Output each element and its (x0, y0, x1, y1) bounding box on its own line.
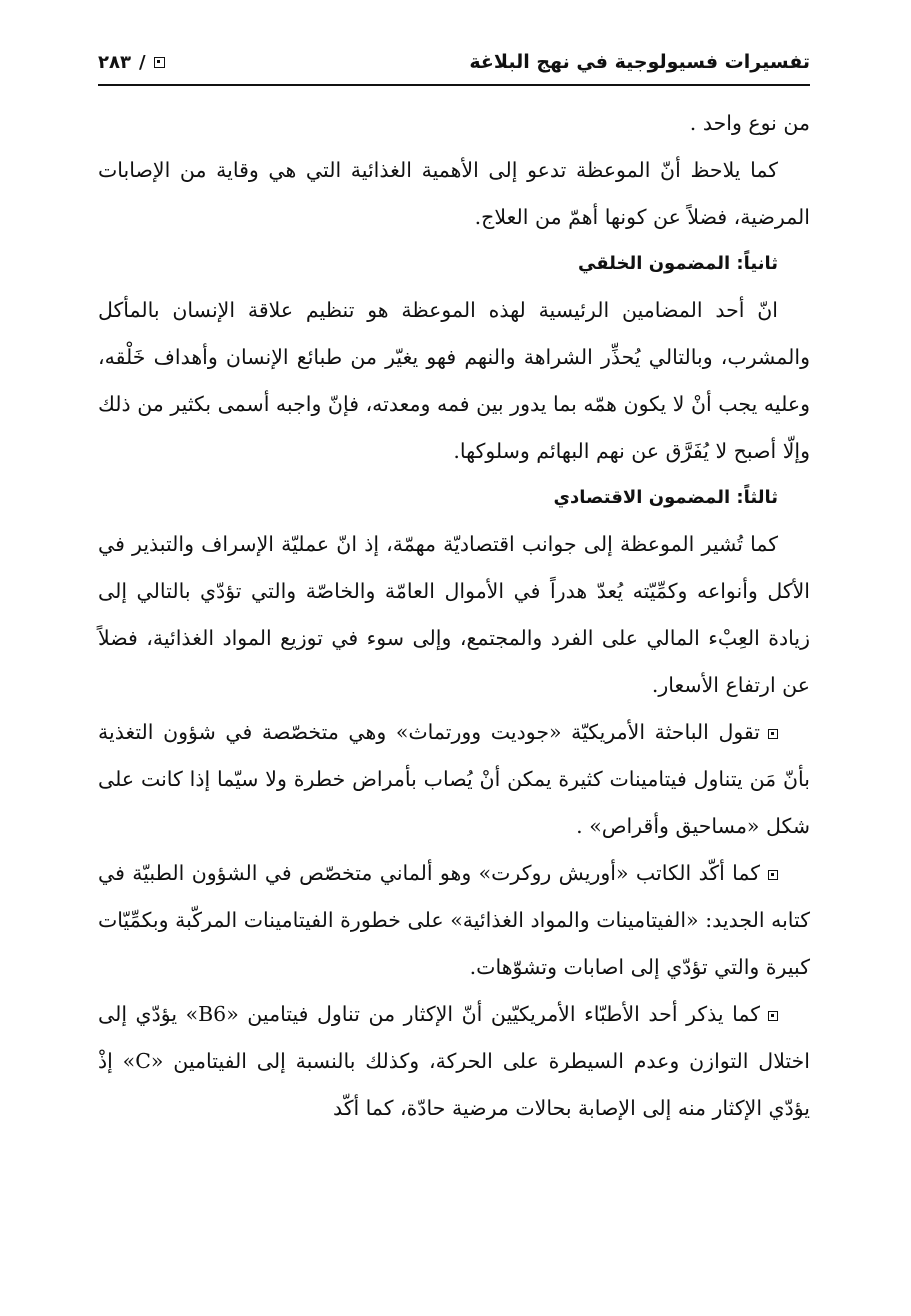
section-heading-economic: ثالثاً: المضمون الاقتصادي (553, 487, 778, 508)
square-bullet-icon (768, 870, 778, 880)
header-title: تفسيرات فسيولوجية في نهج البلاغة (469, 51, 810, 73)
page-number: ٢٨٣ (98, 51, 131, 73)
bullet-paragraph-2 (98, 850, 810, 991)
section-heading-ethical: ثانياً: المضمون الخلقي (578, 253, 778, 274)
paragraph-continuation: من نوع واحد . (689, 111, 810, 135)
running-header (98, 40, 810, 86)
square-bullet-icon (768, 1011, 778, 1021)
bullet-paragraph-1 (98, 709, 810, 850)
bullet-text-2: كما أكّد الكاتب «أوريش روكرت» وهو ألماني متخصّص في الشؤون الطبيّة في كتابه الجديد: «الفيتامينات والمواد الغذائية» على خطورة الفيتامينات المركّبة وبكمِّيّات كبيرة والتي تؤدّي إلى اصابات وتشوّهات. (98, 861, 810, 979)
square-bullet-icon (768, 729, 778, 739)
bullet-text-3: كما يذكر أحد الأطبّاء الأمريكيّين أنّ الإكثار من تناول فيتامين «B6» يؤدّي إلى اختلال التوازن وعدم السيطرة على الحركة، وكذلك بالنسبة إلى الفيتامين «C» إذْ يؤدّي الإكثار منه إلى الإصابة بحالات مرضية حادّة، كما أكّد (98, 1002, 810, 1120)
bullet-paragraph-3 (98, 991, 810, 1132)
page-body (98, 86, 810, 1132)
paragraph-ethical: انّ أحد المضامين الرئيسية لهذه الموعظة هو تنظيم علاقة الإنسان بالمأكل والمشرب، وبالتالي يُحذِّر الشراهة والنهم فهو يغيّر من طبائع الإنسان وأهداف خَلْقه، وعليه يجب أنْ لا يكون همّه بما يدور بين فمه ومعدته، فإنّ واجبه أسمى بكثير من ذلك وإلّا أصبح لا يُفَرَّق عن نهم البهائم وسلوكها. (98, 298, 810, 463)
book-page (98, 40, 810, 1280)
paragraph-nutrition: كما يلاحظ أنّ الموعظة تدعو إلى الأهمية الغذائية التي هي وقاية من الإصابات المرضية، فضلاً عن كونها أهمّ من العلاج. (98, 158, 810, 229)
paragraph-economic: كما تُشير الموعظة إلى جوانب اقتصاديّة مهمّة، إذ انّ عمليّة الإسراف والتبذير في الأكل وأنواعه وكمِّيّته يُعدّ هدراً في الأموال العامّة والخاصّة والتي تؤدّي بالتالي إلى زيادة العِبْء المالي على الفرد والمجتمع، وإلى سوء في توزيع المواد الغذائية، فضلاً عن ارتفاع الأسعار. (98, 532, 810, 697)
square-bullet-icon (154, 57, 165, 68)
header-page-number (98, 52, 165, 73)
header-separator: / (138, 51, 146, 73)
bullet-text-1: تقول الباحثة الأمريكيّة «جوديت وورتماث» وهي متخصّصة في شؤون التغذية بأنّ مَن يتناول فيتامينات كثيرة يمكن أنْ يُصاب بأمراض خطرة ولا سيّما إذا كانت على شكل «مساحيق وأقراص» . (98, 720, 810, 838)
